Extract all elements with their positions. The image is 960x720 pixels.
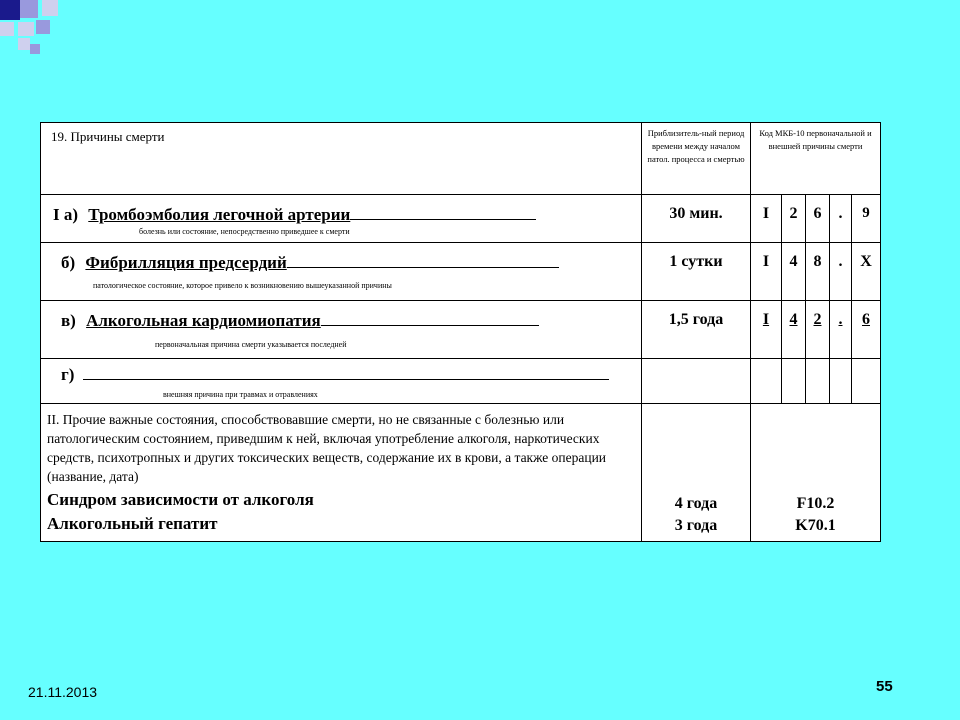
fill-line — [83, 365, 609, 380]
part2-period-cell — [642, 404, 751, 542]
decor-square-7 — [18, 38, 30, 50]
decor-square-2 — [20, 0, 38, 18]
icd-char: I — [751, 301, 782, 359]
icd-char — [852, 359, 881, 404]
cause-hint: внешняя причина при травмах и отравлениях — [163, 390, 318, 399]
part2-description — [41, 404, 641, 486]
cause-cell-b — [41, 243, 642, 301]
cause-text: Фибрилляция предсердий — [85, 253, 287, 272]
part2-description-text: . Прочие важные состояния, способствовавшие смерти, но не связанные с болезнью или патологическим состоянием, приведшим к ней, включая употребление алкоголя, наркотических средств, психотропных и других токсических веществ, содержание их в крови, а также операции (название, дата) — [47, 412, 607, 484]
icd-char: 2 — [806, 301, 830, 359]
cause-prefix: в) — [61, 311, 76, 330]
cause-prefix: г) — [61, 365, 75, 384]
part2-period: 3 года — [674, 517, 718, 534]
period-value — [642, 359, 751, 404]
icd-char: X — [852, 243, 881, 301]
decor-square-3 — [42, 0, 58, 16]
cause-cell-a — [41, 195, 642, 243]
icd-char: 8 — [806, 243, 830, 301]
icd-char: 9 — [852, 195, 881, 243]
part2-period: 4 года — [674, 495, 718, 512]
icd-char — [782, 359, 806, 404]
icd-char: 4 — [782, 243, 806, 301]
cause-hint: первоначальная причина смерти указывается последней — [155, 340, 347, 349]
period-value: 1 сутки — [642, 243, 751, 301]
cause-prefix: б) — [61, 253, 76, 272]
cause-row-b — [41, 243, 881, 301]
icd-char: 6 — [852, 301, 881, 359]
page-number: 55 — [876, 678, 893, 695]
cause-text: Алкогольная кардиомиопатия — [86, 311, 321, 330]
part2-code-cell — [751, 404, 881, 542]
decor-square-1 — [0, 0, 20, 20]
cause-prefix: I а) — [53, 205, 79, 224]
part2-code: F10.2 — [796, 495, 835, 512]
slide-date: 21.11.2013 — [28, 684, 98, 700]
icd-char: 4 — [782, 301, 806, 359]
icd-char — [806, 359, 830, 404]
icd-char: . — [830, 301, 852, 359]
cause-cell-d — [41, 359, 642, 404]
decor-square-8 — [30, 44, 40, 54]
death-causes-form — [40, 122, 881, 542]
icd-char: . — [830, 243, 852, 301]
part2-row — [41, 404, 881, 542]
part2-label: II — [47, 412, 56, 427]
icd-char: 2 — [782, 195, 806, 243]
cause-row-c — [41, 301, 881, 359]
icd-char: I — [751, 195, 782, 243]
period-header: Приблизитель-ный период времени между началом патол. процесса и смертью — [642, 123, 751, 195]
icd-header: Код МКБ-10 первоначальной и внешней причины смерти — [751, 123, 881, 195]
cause-text: Тромбоэмболия легочной артерии — [88, 205, 351, 224]
part2-code: K70.1 — [795, 517, 836, 534]
decor-square-6 — [36, 20, 50, 34]
icd-char — [830, 359, 852, 404]
icd-char: . — [830, 195, 852, 243]
cause-hint: патологическое состояние, которое привело к возникновению вышеуказанной причины — [93, 281, 392, 290]
period-value: 1,5 года — [642, 301, 751, 359]
icd-char — [751, 359, 782, 404]
decor-square-5 — [18, 22, 34, 36]
fill-line — [287, 253, 559, 268]
cause-row-d — [41, 359, 881, 404]
icd-char: I — [751, 243, 782, 301]
period-value: 30 мин. — [642, 195, 751, 243]
part2-cell — [41, 404, 642, 542]
cause-hint: болезнь или состояние, непосредственно приведшее к смерти — [139, 227, 350, 236]
part2-item: Алкогольный гепатит — [47, 514, 218, 533]
cause-cell-c — [41, 301, 642, 359]
fill-line — [321, 311, 539, 326]
part2-item: Синдром зависимости от алкоголя — [47, 490, 314, 509]
icd-char: 6 — [806, 195, 830, 243]
causes-title: 19. Причины смерти — [41, 123, 642, 195]
cause-row-a — [41, 195, 881, 243]
decor-square-4 — [0, 22, 14, 36]
fill-line — [350, 205, 536, 220]
